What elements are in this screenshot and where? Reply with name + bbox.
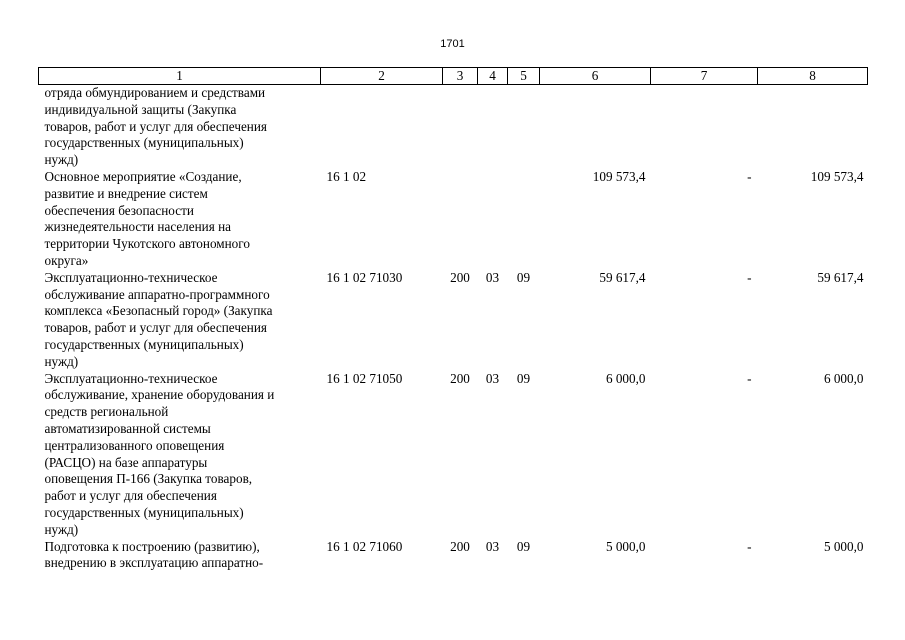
description-line: централизованного оповещения [44,437,225,453]
description-line: государственных (муниципальных) [44,135,244,151]
total-amount: 109 573,4 [810,168,864,184]
description-line: товаров, работ и услуг для обеспечения [44,118,267,134]
description-line: автоматизированной системы [44,420,211,436]
row-description [39,371,321,539]
total-amount: 5 000,0 [823,538,864,554]
subsection-code: 09 [516,269,531,285]
target-article-code: 16 1 02 71060 [326,538,403,554]
total-amount: 59 617,4 [817,269,864,285]
description-line: Подготовка к построению (развитию), [44,538,260,554]
table-row [39,169,868,270]
table-body [39,85,868,573]
expense-type [443,169,478,270]
header-cell-1: 1 [39,68,321,85]
header-row [39,68,868,85]
header-cell-8: 8 [758,68,868,85]
amount: 6 000,0 [605,370,646,386]
change-amount: - [747,269,752,285]
total-amount [758,85,868,169]
amount: 109 573,4 [592,168,646,184]
description-line: работ и услуг для обеспечения [44,488,217,504]
table-header [39,68,868,85]
description-line: государственных (муниципальных) [44,336,244,352]
description-line: Эксплуатационно-техническое [44,269,218,285]
subsection-code [508,85,540,169]
header-cell-2: 2 [321,68,443,85]
description-line: нужд) [44,152,79,168]
description-line: внедрению в эксплуатацию аппаратно- [44,555,264,571]
header-cell-5: 5 [508,68,540,85]
section-code [478,85,508,169]
description-line: округа» [44,252,89,268]
change-amount: - [747,168,752,184]
row-description [39,169,321,270]
section-code: 03 [485,370,500,386]
header-cell-6: 6 [540,68,651,85]
description-line: Основное мероприятие «Создание, [44,168,242,184]
description-line: нужд) [44,521,79,537]
row-description [39,270,321,371]
description-line: обеспечения безопасности [44,202,194,218]
description-line: обслуживание аппаратно-программного [44,286,270,302]
expense-type: 200 [450,538,470,554]
description-line: Эксплуатационно-техническое [44,370,218,386]
expense-type [443,85,478,169]
amount: 59 617,4 [599,269,646,285]
description-line: жизнедеятельности населения на [44,219,232,235]
table-row [39,371,868,539]
description-line: отряда обмундированием и средствами [44,85,266,100]
target-article-code [321,85,443,169]
description-line: государственных (муниципальных) [44,504,244,520]
change-amount: - [747,370,752,386]
target-article-code: 16 1 02 71050 [326,370,403,386]
description-line: оповещения П-166 (Закупка товаров, [44,471,253,487]
description-line: обслуживание, хранение оборудования и [44,387,275,403]
expense-type: 200 [450,370,470,386]
description-line: индивидуальной защиты (Закупка [44,101,237,117]
description-line: товаров, работ и услуг для обеспечения [44,320,267,336]
target-article-code: 16 1 02 [326,168,367,184]
amount: 5 000,0 [605,538,646,554]
target-article-code: 16 1 02 71030 [326,269,403,285]
description-line: средств региональной [44,404,169,420]
subsection-code: 09 [516,370,531,386]
budget-table [38,67,868,572]
subsection-code [508,169,540,270]
section-code: 03 [485,269,500,285]
section-code [478,169,508,270]
table-row [39,270,868,371]
description-line: территории Чукотского автономного [44,236,250,252]
header-cell-3: 3 [443,68,478,85]
row-description [39,539,321,573]
description-line: комплекса «Безопасный город» (Закупка [44,303,273,319]
total-amount: 6 000,0 [823,370,864,386]
header-cell-7: 7 [651,68,758,85]
change-amount: - [747,538,752,554]
description-line: нужд) [44,353,79,369]
section-code: 03 [485,538,500,554]
description-line: развитие и внедрение систем [44,185,208,201]
page-number: 1701 [440,38,465,50]
expense-type: 200 [450,269,470,285]
table-row [39,85,868,169]
change-amount [651,85,758,169]
header-cell-4: 4 [478,68,508,85]
description-line: (РАСЦО) на базе аппаратуры [44,454,208,470]
table-row [39,539,868,573]
row-description [39,85,321,169]
subsection-code: 09 [516,538,531,554]
amount [540,85,651,169]
